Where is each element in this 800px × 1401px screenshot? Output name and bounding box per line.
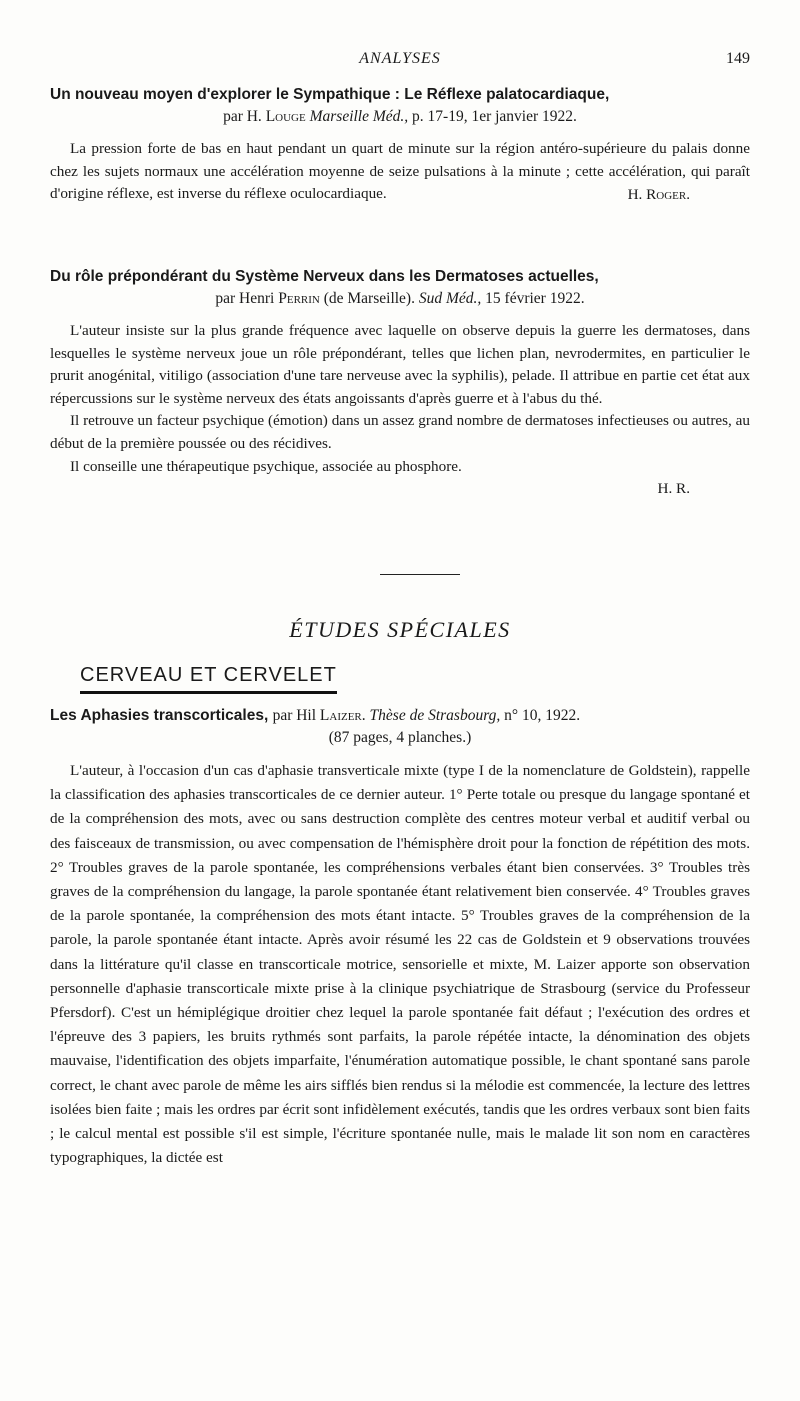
affiliation: (de Marseille).	[323, 290, 415, 307]
article-body: La pression forte de bas en haut pendant un quart de minute sur la région antéro-supérieure du palais donne chez les sujets normaux une accélération moyenne de seize pulsations à la minute ; cette accélération, qui paraît d'origine réflexe, est inverse du réflexe oculocardiaque.	[50, 140, 750, 203]
article-title	[50, 84, 750, 128]
chapter-title: CERVEAU ET CERVELET	[80, 664, 337, 694]
article-body: L'auteur, à l'occasion d'un cas d'aphasie transverticale mixte (type I de la nomenclature de Goldstein), rappelle la classification des aphasies transcorticales de ce dernier auteur. 1° Perte totale ou presque du langage spontané et de la compréhension des mots, avec ou sans destruction complète des centres moteur verbal et auditif verbal ou des faisceaux de transmission, ou avec compensation de l'hémisphère droit pour la fonction de répétition des mots. 2° Troubles graves de la parole spontanée, les compréhensions verbales étant bien conservées. 3° Troubles très graves de la compréhension du langage, la parole spontanée étant relativement bien conservée. 4° Troubles graves de la parole spontanée, la compréhension des mots étant intacte. 5° Troubles graves de la compréhension de la parole, la parole spontanée étant intacte. Après avoir résumé les 22 cas de Goldstein et 9 observations trouvées dans la littérature qu'il classe en transcorticale motrice, sensorielle et mixte, M. Laizer apporte son observation personnelle d'aphasie transcorticale mixte prise à la clinique psychiatrique de Strasbourg (service du Professeur Pfersdorf). C'est un hémiplégique droitier chez lequel la parole spontanée fait défaut ; l'exécution des ordres et l'épreuve des 3 papiers, les bruits rythmés sont parfaits, la parole répétée intacte, la dénomination des objets mauvaise, l'identification des objets imparfaite, l'énumération automatique possible, le chant spontané sans parole correct, le chant avec parole de même les airs sifflés bien rendus si la mélodie est commencée, la lecture des lettres isolées bien faite ; mais les ordres par écrit sont infidèlement exécutés, tandis que les ordres verbaux sont bien faits ; le calcul mental est possible s'il est simple, l'écriture spontanée nulle, mais le malade lit son nom en caractères typographiques, la dictée est	[50, 762, 750, 1167]
running-title: ANALYSES	[359, 50, 441, 67]
article-title-text: Un nouveau moyen d'explorer le Sympathique : Le Réflexe palatocardiaque,	[50, 86, 610, 103]
page	[50, 0, 750, 1401]
article-byline: par H. Louge Marseille Méd., p. 17-19, 1er janvier 1922.	[223, 108, 577, 125]
article-perrin	[50, 266, 750, 500]
reference: p. 17-19, 1er janvier 1922.	[412, 108, 577, 125]
article-paragraph: Il retrouve un facteur psychique (émotion) dans un assez grand nombre de dermatoses infectieuses ou autres, au début de la première poussée ou des récidives.	[50, 412, 750, 452]
article-title-text: Les Aphasies transcorticales,	[50, 707, 269, 724]
article-paragraph: Il conseille une thérapeutique psychique, associée au phosphore.	[70, 457, 462, 475]
reference: n° 10, 1922.	[504, 707, 581, 724]
reference-pages: (87 pages, 4 planches.)	[328, 729, 472, 746]
author-name: Perrin	[278, 290, 320, 307]
section-title: ÉTUDES SPÉCIALES	[289, 617, 511, 642]
journal-name: Sud Méd.,	[418, 290, 482, 307]
author-name: Laizer.	[319, 707, 366, 724]
signature: H. R.	[657, 480, 690, 498]
article-title-text: Du rôle prépondérant du Système Nerveux dans les Dermatoses actuelles,	[50, 268, 599, 285]
reference: 15 février 1922.	[485, 290, 585, 307]
journal-name: Marseille Méd.,	[309, 108, 409, 125]
article-byline: par Henri Perrin (de Marseille). Sud Méd., 15 février 1922.	[215, 290, 585, 307]
article-byline: par Hil Laizer. Thèse de Strasbourg, n° 10, 1922.	[272, 707, 581, 724]
article-laizer	[50, 705, 750, 1170]
separator-rule	[380, 574, 460, 575]
article-title	[50, 266, 750, 310]
article-louge	[50, 84, 750, 206]
article-title	[50, 705, 750, 749]
running-head	[50, 50, 750, 72]
article-paragraph: L'auteur insiste sur la plus grande fréquence avec laquelle on observe depuis la guerre les dermatoses, dans lesquelles le système nerveux joue un rôle prépondérant, telles que lichen plan, nevrodermites, en particulier le prurit anogénital, vitiligo (association d'une tare nerveuse avec la syphilis), pelade. Il attribue en partie cet état aux répercussions sur le système nerveux des états angoissants d'après guerre et à l'abus du thé.	[50, 322, 750, 407]
author-name: Louge	[265, 108, 306, 125]
journal-name: Thèse de Strasbourg,	[369, 707, 501, 724]
signature: H. Roger.	[627, 185, 690, 203]
page-number: 149	[726, 50, 750, 67]
